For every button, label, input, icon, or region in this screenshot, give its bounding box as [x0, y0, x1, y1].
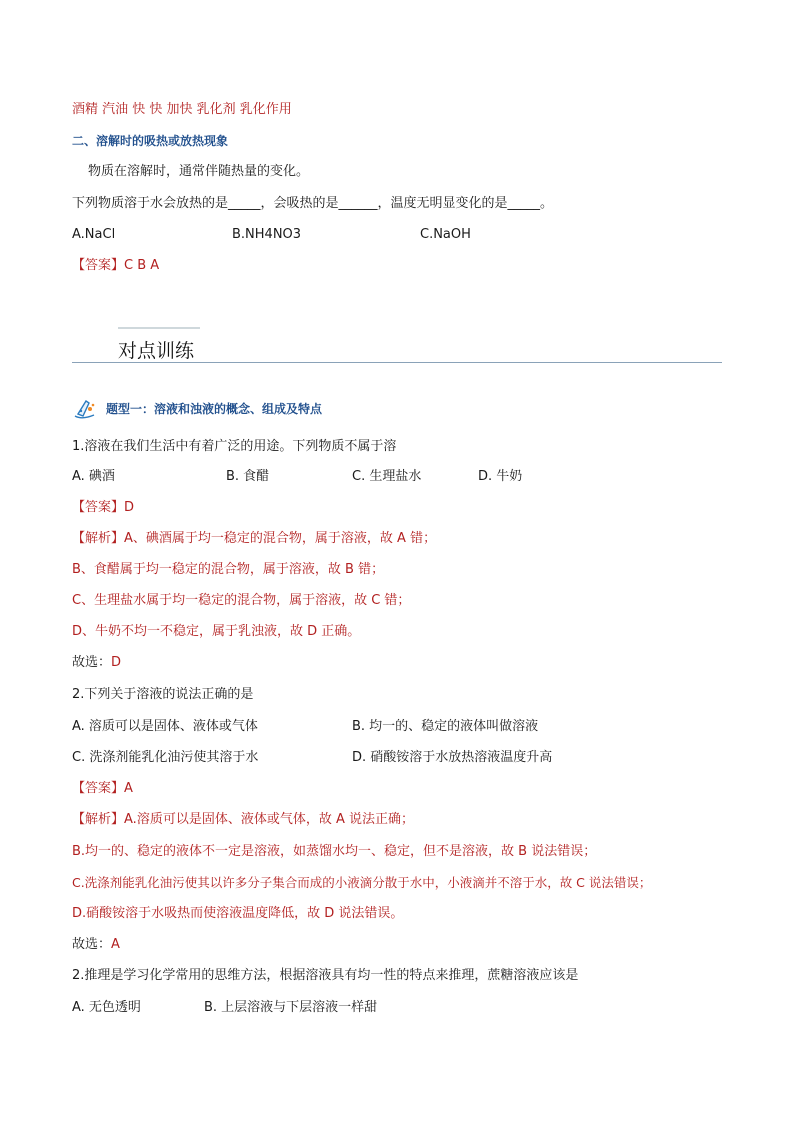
q1-analysis-line-3: C、生理盐水属于均一稳定的混合物，属于溶液，故 C 错； [72, 593, 411, 608]
question-type-title: 题型一：溶液和浊液的概念、组成及特点 [106, 402, 323, 416]
section-title: 对点训练 [118, 340, 195, 362]
option-a: A.NaCl [72, 227, 116, 242]
q3-option-a: A. 无色透明 [72, 1000, 141, 1015]
q1-choose-label: 故选： [72, 655, 112, 670]
option-c: C.NaOH [420, 227, 471, 242]
question-1-stem: 1.溶液在我们生活中有着广泛的用途。下列物质不属于溶 [72, 439, 397, 454]
section-intro-text: 物质在溶解时，通常伴随热量的变化。 [88, 164, 310, 179]
intro-line: 酒精 汽油 快 快 加快 乳化剂 乳化作用 [72, 102, 292, 117]
answer-value: C B A [124, 258, 160, 273]
section-top-bar [118, 327, 200, 329]
q2-analysis-label: 【解析】 [72, 812, 125, 827]
q1-answer-value: D [124, 500, 135, 515]
q3-option-b: B. 上层溶液与下层溶液一样甜 [204, 1000, 378, 1015]
q2-option-c: C. 洗涤剂能乳化油污使其溶于水 [72, 750, 259, 765]
q1-option-b: B. 食醋 [226, 469, 270, 484]
answer-label: 【答案】 [72, 258, 125, 273]
q1-choose [72, 653, 121, 673]
q2-analysis-line-4: D.硝酸铵溶于水吸热而使溶液温度降低，故 D 说法错误。 [72, 906, 404, 921]
q2-analysis-line-2: B.均一的、稳定的液体不一定是溶液，如蒸馏水均一、稳定，但不是溶液，故 B 说法错误； [72, 844, 597, 859]
option-b: B.NH4NO3 [232, 227, 302, 242]
question-2-stem: 2.下列关于溶液的说法正确的是 [72, 687, 254, 702]
q1-answer-label: 【答案】 [72, 500, 125, 515]
q1-choose-value: D [111, 655, 122, 670]
q1-analysis-text-1: A、碘酒属于均一稳定的混合物，属于溶液，故 A 错； [124, 531, 437, 546]
answer-line [72, 256, 159, 276]
q1-analysis-line-4: D、牛奶不均一不稳定，属于乳浊液，故 D 正确。 [72, 624, 361, 639]
q2-option-a: A. 溶质可以是固体、液体或气体 [72, 719, 258, 734]
q2-analysis-line-1 [72, 810, 414, 830]
flask-icon [72, 396, 100, 422]
section-rule [72, 362, 722, 363]
q2-option-b: B. 均一的、稳定的液体叫做溶液 [352, 719, 539, 734]
q2-choose-value: A [111, 937, 120, 952]
q2-choose-label: 故选： [72, 937, 112, 952]
q1-option-c: C. 生理盐水 [352, 469, 422, 484]
q2-choose [72, 935, 120, 955]
question-3-stem: 2.推理是学习化学常用的思维方法，根据溶液具有均一性的特点来推理，蔗糖溶液应该是 [72, 968, 579, 983]
q1-option-d: D. 牛奶 [478, 469, 523, 484]
q2-option-d: D. 硝酸铵溶于水放热溶液温度升高 [352, 750, 553, 765]
q2-answer [72, 779, 133, 799]
q1-analysis-line-2: B、食醋属于均一稳定的混合物，属于溶液，故 B 错； [72, 562, 385, 577]
q1-analysis-label: 【解析】 [72, 531, 125, 546]
section-heading: 二、溶解时的吸热或放热现象 [72, 134, 229, 148]
q1-answer [72, 498, 134, 518]
q2-analysis-text-1: A.溶质可以是固体、液体或气体，故 A 说法正确； [124, 812, 414, 827]
q1-option-a: A. 碘酒 [72, 469, 115, 484]
q2-answer-value: A [124, 781, 133, 796]
q1-analysis-line-1 [72, 529, 436, 549]
q2-analysis-line-3: C.洗涤剂能乳化油污使其以许多分子集合而成的小液滴分散于水中，小液滴并不溶于水，故 C 说法错误； [72, 875, 652, 890]
q2-answer-label: 【答案】 [72, 781, 125, 796]
section-question: 下列物质溶于水会放热的是_____，会吸热的是______，温度无明显变化的是_____。 [72, 196, 554, 211]
